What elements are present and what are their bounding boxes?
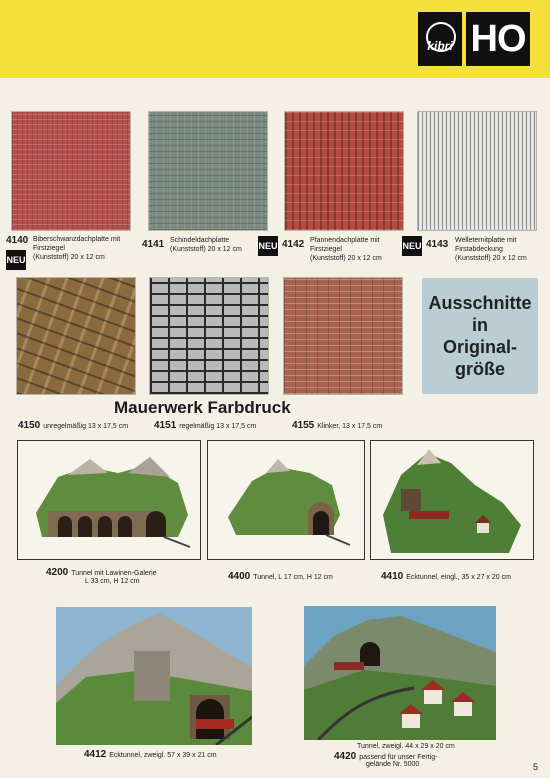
item-number: 4141 — [142, 239, 165, 250]
brand-name: kibri — [427, 39, 453, 53]
item-number: 4140 — [6, 235, 29, 246]
product-frame-4410 — [370, 440, 534, 560]
item-description: Welleternitplatte mit Firstabdeckung (Kunststoff) 20 x 12 cm — [455, 237, 527, 262]
new-badge: NEU — [6, 250, 26, 270]
tunnel-label: 4200 Tunnel mit Lawinen-Galerie — [46, 567, 157, 578]
new-badge: NEU — [258, 236, 278, 256]
tunnel-label: 4400 Tunnel, L 17 cm, H 12 cm — [228, 571, 333, 582]
product-frame-4400 — [207, 440, 365, 560]
item-description: Schindeldachplatte (Kunststoff) 20 x 12 cm — [170, 237, 242, 253]
masonry-swatch-4150 — [17, 278, 135, 394]
masonry-swatch-4151 — [150, 278, 268, 394]
product-frame-4200 — [17, 440, 201, 560]
item-number: 4142 — [282, 239, 305, 250]
new-badge: NEU — [402, 236, 422, 256]
masonry-swatch-4155 — [284, 278, 402, 394]
item-number: 4143 — [426, 239, 449, 250]
product-photo-4420 — [304, 606, 496, 740]
section-heading: Mauerwerk Farbdruck — [114, 398, 291, 417]
tunnel-illustration — [222, 455, 352, 547]
scale-badge: HO — [466, 12, 530, 66]
tunnel-illustration — [28, 453, 192, 549]
page-number: 5 — [533, 762, 539, 772]
roof-tile-swatch-4143 — [418, 112, 536, 230]
roof-tile-swatch-4140 — [12, 112, 130, 230]
tunnel-label-line: L 33 cm, H 12 cm — [85, 578, 140, 585]
item-description: Pfannendachplatte mit Firstziegel (Kunststoff) 20 x 12 cm — [310, 237, 382, 262]
masonry-label: 4150 unregelmäßig 13 x 17,5 cm — [18, 420, 129, 431]
tunnel-label-line: Tunnel, zweigl. 44 x 29 x 20 cm — [357, 743, 455, 750]
tunnel-label: 4410 Ecktunnel, eingl., 35 x 27 x 20 cm — [381, 571, 511, 582]
roof-tile-swatch-4141 — [149, 112, 267, 230]
original-size-note: Ausschnitte in Original- größe — [422, 278, 538, 394]
roof-tile-swatch-4142 — [285, 112, 403, 230]
masonry-label: 4151 regelmäßig 13 x 17,5 cm — [154, 420, 257, 431]
tunnel-label-line: gelände Nr. 5000 — [366, 761, 420, 768]
tunnel-label: 4412 Ecktunnel, zweigl. 57 x 39 x 21 cm — [84, 749, 217, 760]
kibri-logo — [418, 12, 462, 66]
masonry-label: 4155 Klinker, 13 x 17,5 cm — [292, 420, 383, 431]
tunnel-label: 4420 passend für unser Fertig- — [334, 751, 438, 762]
brand-logo — [418, 12, 530, 66]
product-photo-4412 — [56, 607, 252, 745]
item-description: Biberschwanzdachplatte mit Firstziegel (Kunststoff) 20 x 12 cm — [33, 236, 121, 261]
tunnel-illustration — [379, 445, 525, 555]
